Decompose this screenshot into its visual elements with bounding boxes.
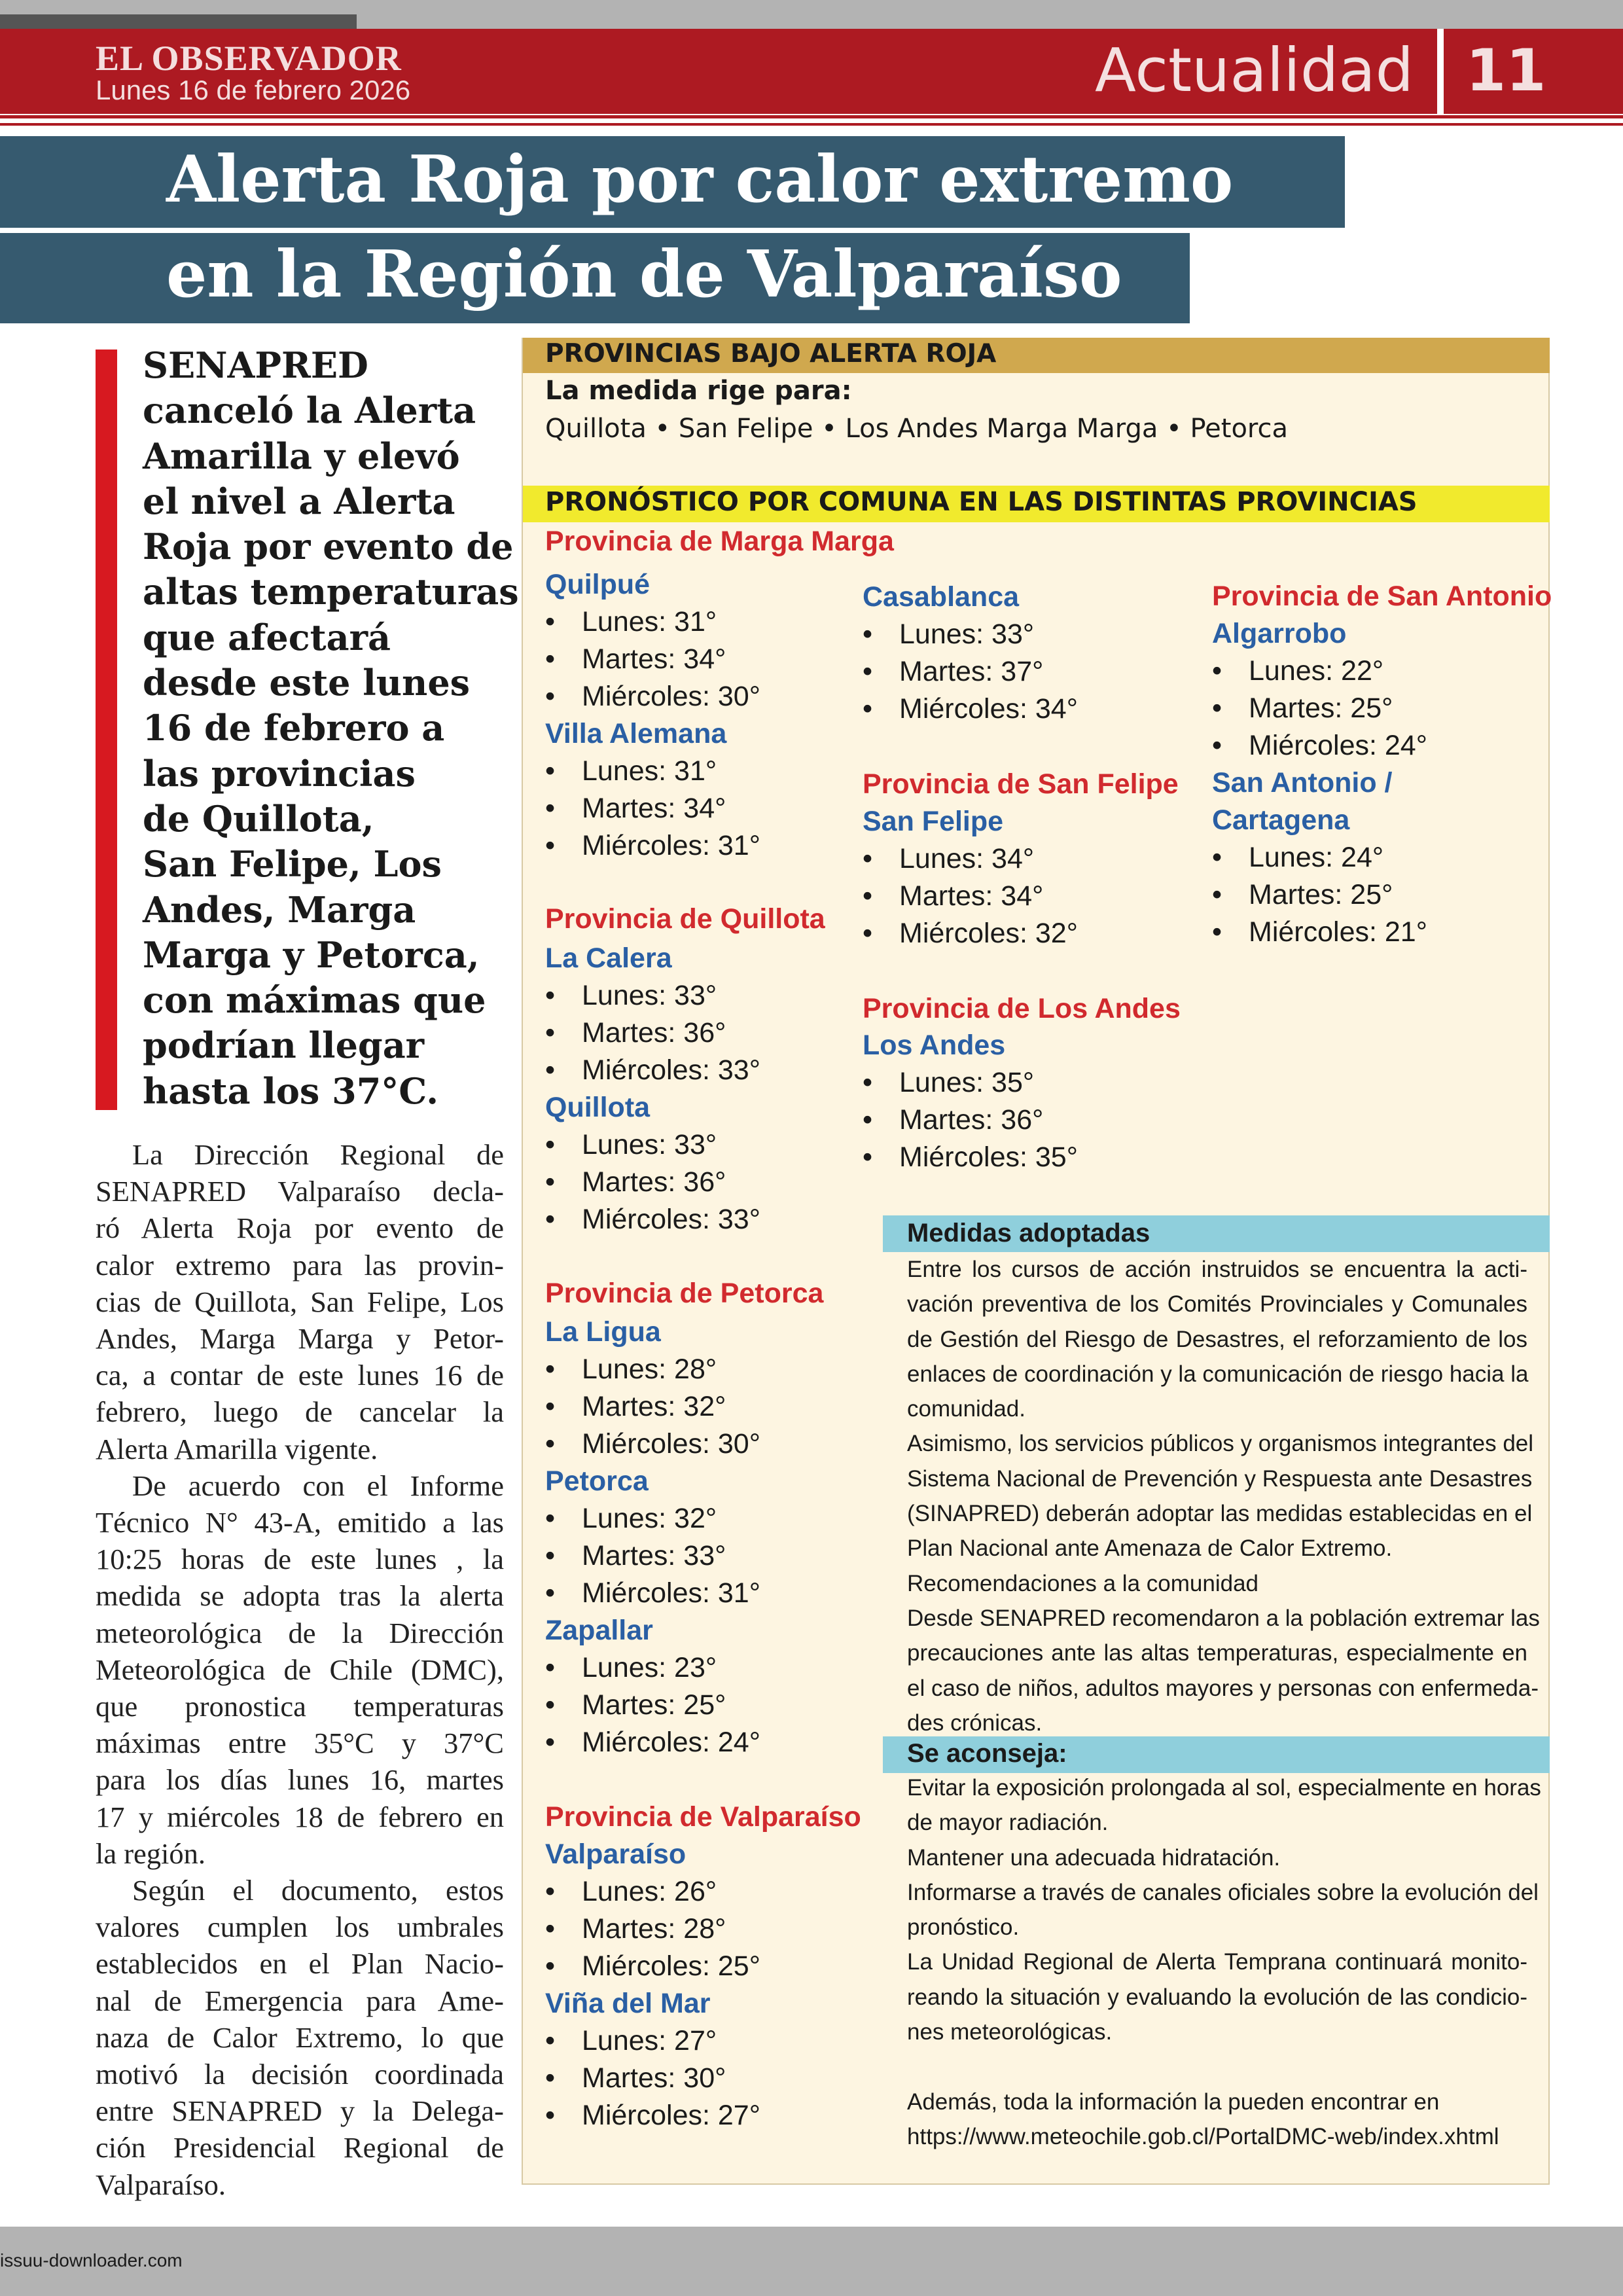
body-line: Alerta Amarilla vigente. [96, 1432, 378, 1465]
bottom-gray-band [0, 2227, 1623, 2296]
forecast-line [545, 1537, 726, 1575]
lead-line: Andes, Marga [143, 888, 416, 931]
forecast-value: Lunes: 24° [1249, 842, 1384, 873]
bullet: • [1212, 842, 1222, 873]
medidas-heading: Medidas adoptadas [907, 1219, 1150, 1247]
forecast-value: Miércoles: 30° [582, 1428, 760, 1460]
forecast-value: Lunes: 27° [582, 2025, 717, 2056]
commune-name: Valparaíso [545, 1839, 687, 1870]
lead-paragraph [143, 343, 519, 1114]
forecast-line [545, 753, 717, 790]
bullet: • [545, 1950, 556, 1982]
body-line: Valparaíso. [96, 2168, 226, 2201]
lead-line: que afectará [143, 616, 391, 658]
bullet: • [545, 2025, 556, 2056]
page-number: 11 [1466, 37, 1546, 104]
forecast-line [545, 1014, 726, 1052]
forecast-line [545, 2022, 717, 2060]
forecast-value: Lunes: 31° [582, 606, 717, 637]
bullet: • [545, 1652, 556, 1683]
forecast-line [545, 1910, 726, 1948]
lead-line: San Felipe, Los [143, 843, 442, 886]
forecast-value: Miércoles: 33° [582, 1204, 760, 1235]
forecast-value: Miércoles: 30° [582, 681, 760, 712]
bullet: • [545, 1689, 556, 1721]
forecast-value: Lunes: 35° [899, 1067, 1035, 1098]
forecast-value: Martes: 25° [1249, 692, 1393, 724]
forecast-line [545, 1126, 717, 1164]
body-line: ca, a contar de este lunes 16 de [96, 1359, 504, 1392]
commune-name: Quilpué [545, 569, 651, 600]
body-line: meteorológica de la Dirección [96, 1616, 504, 1649]
rige-label: La medida rige para: [545, 376, 852, 406]
forecast-value: Martes: 34° [582, 793, 726, 824]
lead-line: de Quillota, [143, 797, 374, 840]
body-line: ción Presidencial Regional de [96, 2131, 504, 2164]
medidas-line: de Gestión del Riesgo de Desastres, el reforzamiento de los [907, 1326, 1527, 1352]
aconseja-heading: Se aconseja: [907, 1739, 1067, 1768]
lead-accent-rule [96, 350, 117, 1110]
body-line: para los días lunes 16, martes [96, 1763, 504, 1797]
lead-line: Amarilla y elevó [143, 435, 460, 477]
bullet: • [545, 1540, 556, 1571]
aconseja-line: Además, toda la información la pueden encontrar en [907, 2089, 1440, 2115]
forecast-line [545, 1500, 717, 1537]
province-heading: Provincia de Quillota [545, 903, 825, 935]
bullet: • [545, 2062, 556, 2094]
bullet: • [1212, 692, 1222, 724]
medidas-line: (SINAPRED) deberán adoptar las medidas establecidas en el [907, 1501, 1533, 1527]
forecast-value: Miércoles: 24° [582, 1727, 760, 1758]
medidas-line: des crónicas. [907, 1710, 1043, 1736]
forecast-value: Miércoles: 21° [1249, 916, 1427, 948]
aconseja-line: Mantener una adecuada hidratación. [907, 1844, 1281, 1871]
forecast-value: Martes: 34° [899, 880, 1044, 912]
forecast-line [545, 1948, 760, 1985]
lead-line: hasta los 37°C. [143, 1069, 439, 1112]
forecast-line [863, 1064, 1034, 1102]
forecast-line [545, 790, 726, 827]
lead-line: altas temperaturas [143, 571, 519, 613]
commune-name-continued: Cartagena [1212, 804, 1350, 836]
body-line: establecidos en el Plan Nacio- [96, 1947, 504, 1981]
body-line: medida se adopta tras la alerta [96, 1579, 504, 1613]
forecast-line [863, 840, 1034, 878]
forecast-line [545, 2097, 760, 2134]
aconseja-line: Evitar la exposición prolongada al sol, especialmente en horas [907, 1775, 1541, 1801]
bullet: • [545, 1129, 556, 1160]
info-box-heading: PROVINCIAS BAJO ALERTA ROJA [545, 339, 997, 368]
forecast-line [545, 1649, 717, 1687]
bullet: • [545, 1876, 556, 1907]
bullet: • [545, 755, 556, 787]
medidas-line: precauciones ante las altas temperaturas, especialmente en [907, 1640, 1527, 1666]
forecast-line [545, 1426, 760, 1463]
province-heading: Provincia de Petorca [545, 1278, 824, 1309]
medidas-line: Recomendaciones a la comunidad [907, 1570, 1258, 1596]
commune-name: Petorca [545, 1465, 649, 1497]
aconseja-line: de mayor radiación. [907, 1810, 1109, 1836]
forecast-value: Miércoles: 35° [899, 1141, 1078, 1173]
forecast-value: Lunes: 33° [582, 980, 717, 1011]
header-separator [1437, 29, 1444, 114]
medidas-line: comunidad. [907, 1396, 1026, 1422]
forecast-line [1212, 653, 1383, 690]
bullet: • [545, 2100, 556, 2131]
body-line: calor extremo para las provin- [96, 1248, 504, 1282]
forecast-line [545, 977, 717, 1014]
forecast-value: Martes: 37° [899, 656, 1044, 687]
bullet: • [545, 830, 556, 861]
medidas-line: Entre los cursos de acción instruidos se encuentra la acti- [907, 1257, 1527, 1282]
aconseja-line: nes meteorológicas. [907, 2019, 1113, 2045]
lead-line: canceló la Alerta [143, 389, 476, 432]
body-line: la región. [96, 1837, 206, 1870]
commune-name: San Antonio / [1212, 767, 1393, 798]
forecast-value: Martes: 32° [582, 1391, 726, 1422]
bullet: • [545, 1354, 556, 1385]
province-list: Quillota • San Felipe • Los Andes Marga Marga • Petorca [545, 414, 1288, 444]
top-dark-tab [0, 14, 357, 29]
aconseja-text [907, 1770, 1541, 2154]
forecast-value: Lunes: 28° [582, 1354, 717, 1385]
medidas-line: el caso de niños, adultos mayores y personas con enfermeda- [907, 1675, 1539, 1701]
bullet: • [545, 1503, 556, 1534]
forecast-value: Miércoles: 33° [582, 1054, 760, 1086]
forecast-line [545, 1724, 760, 1761]
bullet: • [863, 880, 873, 912]
forecast-line [545, 2060, 726, 2097]
lead-line: desde este lunes [143, 662, 471, 704]
body-line: Según el documento, estos [132, 1874, 504, 1907]
aconseja-line: reando la situación y evaluando la evolución de las condicio- [907, 1984, 1527, 2010]
forecast-line [545, 1351, 717, 1388]
forecast-line [863, 1139, 1078, 1176]
bullet: • [545, 1727, 556, 1758]
forecast-line [1212, 727, 1427, 764]
lead-line: Marga y Petorca, [143, 933, 480, 976]
medidas-line: vación preventiva de los Comités Provinciales y Comunales [907, 1291, 1527, 1318]
bullet: • [545, 980, 556, 1011]
commune-name: La Calera [545, 942, 672, 974]
commune-name: La Ligua [545, 1316, 661, 1348]
province-heading: Provincia de San Antonio [1212, 581, 1552, 612]
forecast-line [545, 1575, 760, 1612]
bullet: • [863, 1104, 873, 1136]
body-line: La Dirección Regional de [132, 1138, 504, 1171]
lead-line: las provincias [143, 752, 416, 795]
masthead-rule [0, 123, 1623, 126]
bullet: • [545, 643, 556, 675]
forecast-value: Miércoles: 34° [899, 693, 1078, 725]
body-line: Andes, Marga Marga y Petor- [96, 1322, 504, 1355]
body-line: Técnico N° 43-A, emitido a las [96, 1506, 504, 1539]
bullet: • [863, 918, 873, 949]
body-line: 10:25 horas de este lunes , la [96, 1543, 504, 1576]
bullet: • [863, 1067, 873, 1098]
bullet: • [545, 681, 556, 712]
lead-line: SENAPRED [143, 344, 368, 386]
body-line: SENAPRED Valparaíso decla- [96, 1175, 504, 1208]
forecast-heading: PRONÓSTICO POR COMUNA EN LAS DISTINTAS PROVINCIAS [545, 487, 1418, 517]
forecast-value: Martes: 36° [582, 1166, 726, 1198]
aconseja-line: La Unidad Regional de Alerta Temprana continuará monito- [907, 1949, 1527, 1975]
newspaper-name: EL OBSERVADOR [96, 39, 402, 78]
lead-line: podrían llegar [143, 1024, 425, 1067]
forecast-value: Miércoles: 32° [899, 918, 1078, 949]
medidas-line: Plan Nacional ante Amenaza de Calor Extremo. [907, 1535, 1393, 1562]
body-line: máximas entre 35°C y 37°C [96, 1727, 504, 1760]
forecast-value: Martes: 33° [582, 1540, 726, 1571]
province-heading: Provincia de San Felipe [863, 768, 1179, 800]
forecast-line [863, 878, 1043, 915]
bullet: • [1212, 916, 1222, 948]
commune-name: Los Andes [863, 1030, 1006, 1061]
forecast-value: Miércoles: 31° [582, 1577, 760, 1609]
body-line: De acuerdo con el Informe [132, 1469, 504, 1502]
bullet: • [863, 619, 873, 650]
bullet: • [545, 1017, 556, 1049]
bullet: • [1212, 730, 1222, 761]
forecast-line [863, 1102, 1043, 1139]
body-line: entre SENAPRED y la Delega- [96, 2094, 504, 2128]
province-heading: Provincia de Valparaíso [545, 1801, 861, 1833]
province-heading: Provincia de Los Andes [863, 993, 1181, 1024]
forecast-line [545, 641, 726, 678]
aconseja-line: pronóstico. [907, 1914, 1020, 1941]
section-name: Actualidad [1095, 35, 1414, 105]
issue-date: Lunes 16 de febrero 2026 [96, 75, 411, 105]
bullet: • [545, 1054, 556, 1086]
forecast-value: Martes: 25° [582, 1689, 726, 1721]
lead-line: el nivel a Alerta [143, 480, 455, 522]
forecast-line [1212, 690, 1393, 727]
forecast-value: Miércoles: 31° [582, 830, 760, 861]
bullet: • [1212, 655, 1222, 687]
body-line: valores cumplen los umbrales [96, 1910, 504, 1944]
forecast-line [863, 616, 1034, 653]
commune-name: Casablanca [863, 581, 1020, 613]
commune-name: Villa Alemana [545, 718, 727, 749]
medidas-line: Sistema Nacional de Prevención y Respuesta ante Desastres [907, 1465, 1533, 1492]
bullet: • [545, 1166, 556, 1198]
forecast-value: Miércoles: 27° [582, 2100, 760, 2131]
bullet: • [545, 1913, 556, 1945]
forecast-value: Martes: 28° [582, 1913, 726, 1945]
province-heading: Provincia de Marga Marga [545, 526, 894, 557]
body-line: naza de Calor Extremo, lo que [96, 2020, 504, 2054]
commune-name: Quillota [545, 1092, 651, 1123]
medidas-line: enlaces de coordinación y la comunicación de riesgo hacia la [907, 1361, 1529, 1387]
medidas-line: Asimismo, los servicios públicos y organismos integrantes del [907, 1431, 1534, 1457]
bullet: • [545, 1391, 556, 1422]
forecast-line [1212, 839, 1383, 876]
forecast-line [863, 653, 1043, 691]
forecast-line [1212, 876, 1393, 914]
commune-name: Zapallar [545, 1615, 653, 1646]
forecast-value: Martes: 25° [1249, 879, 1393, 910]
forecast-value: Lunes: 22° [1249, 655, 1384, 687]
headline-line-2: en la Región de Valparaíso [166, 237, 1122, 312]
source-link[interactable]: https://www.meteochile.gob.cl/PortalDMC-web/index.xhtml [907, 2123, 1499, 2149]
article-body [96, 1136, 504, 2203]
commune-name: Viña del Mar [545, 1988, 711, 2019]
forecast-line [863, 691, 1078, 728]
forecast-value: Lunes: 32° [582, 1503, 717, 1534]
forecast-value: Lunes: 33° [899, 619, 1035, 650]
bullet: • [863, 656, 873, 687]
forecast-line [545, 827, 760, 865]
bullet: • [863, 693, 873, 725]
bullet: • [545, 1577, 556, 1609]
forecast-value: Lunes: 34° [899, 843, 1035, 874]
lead-line: Roja por evento de [143, 526, 514, 568]
forecast-line [1212, 914, 1427, 951]
forecast-value: Martes: 36° [582, 1017, 726, 1049]
forecast-value: Miércoles: 24° [1249, 730, 1427, 761]
forecast-line [863, 915, 1078, 952]
forecast-value: Lunes: 23° [582, 1652, 717, 1683]
forecast-value: Martes: 30° [582, 2062, 726, 2094]
aconseja-line: Informarse a través de canales oficiales sobre la evolución del [907, 1879, 1539, 1905]
aconseja-line [907, 2049, 1527, 2084]
body-line: febrero, luego de cancelar la [96, 1395, 504, 1429]
bullet: • [545, 606, 556, 637]
bullet: • [1212, 879, 1222, 910]
forecast-line [545, 1687, 726, 1724]
body-line: Meteorológica de Chile (DMC), [96, 1653, 504, 1686]
forecast-line [545, 1388, 726, 1426]
forecast-value: Miércoles: 25° [582, 1950, 760, 1982]
forecast-value: Martes: 36° [899, 1104, 1044, 1136]
body-line: 17 y miércoles 18 de febrero en [96, 1800, 504, 1833]
body-line: nal de Emergencia para Ame- [96, 1984, 504, 2017]
body-line: cias de Quillota, San Felipe, Los [96, 1285, 504, 1318]
medidas-text [907, 1252, 1540, 1740]
forecast-line [545, 603, 717, 641]
lead-line: con máximas que [143, 979, 486, 1022]
forecast-value: Lunes: 26° [582, 1876, 717, 1907]
forecast-line [545, 678, 760, 715]
forecast-line [545, 1201, 760, 1238]
forecast-value: Martes: 34° [582, 643, 726, 675]
forecast-line [545, 1052, 760, 1089]
body-line: ró Alerta Roja por evento de [96, 1211, 504, 1245]
watermark: issuu-downloader.com [0, 2250, 183, 2270]
forecast-line [545, 1873, 717, 1910]
forecast-value: Lunes: 33° [582, 1129, 717, 1160]
commune-name: Algarrobo [1212, 618, 1347, 649]
bullet: • [863, 1141, 873, 1173]
medidas-line: Desde SENAPRED recomendaron a la población extremar las [907, 1605, 1540, 1631]
lead-line: 16 de febrero a [143, 707, 445, 749]
bullet: • [545, 1204, 556, 1235]
body-line: que pronostica temperaturas [96, 1690, 504, 1723]
bullet: • [863, 843, 873, 874]
commune-name: San Felipe [863, 806, 1004, 837]
forecast-line [545, 1164, 726, 1201]
masthead-rule [0, 115, 1623, 118]
headline-line-1: Alerta Roja por calor extremo [166, 142, 1234, 217]
bullet: • [545, 1428, 556, 1460]
bullet: • [545, 793, 556, 824]
forecast-value: Lunes: 31° [582, 755, 717, 787]
body-line: motivó la decisión coordinada [96, 2058, 504, 2091]
